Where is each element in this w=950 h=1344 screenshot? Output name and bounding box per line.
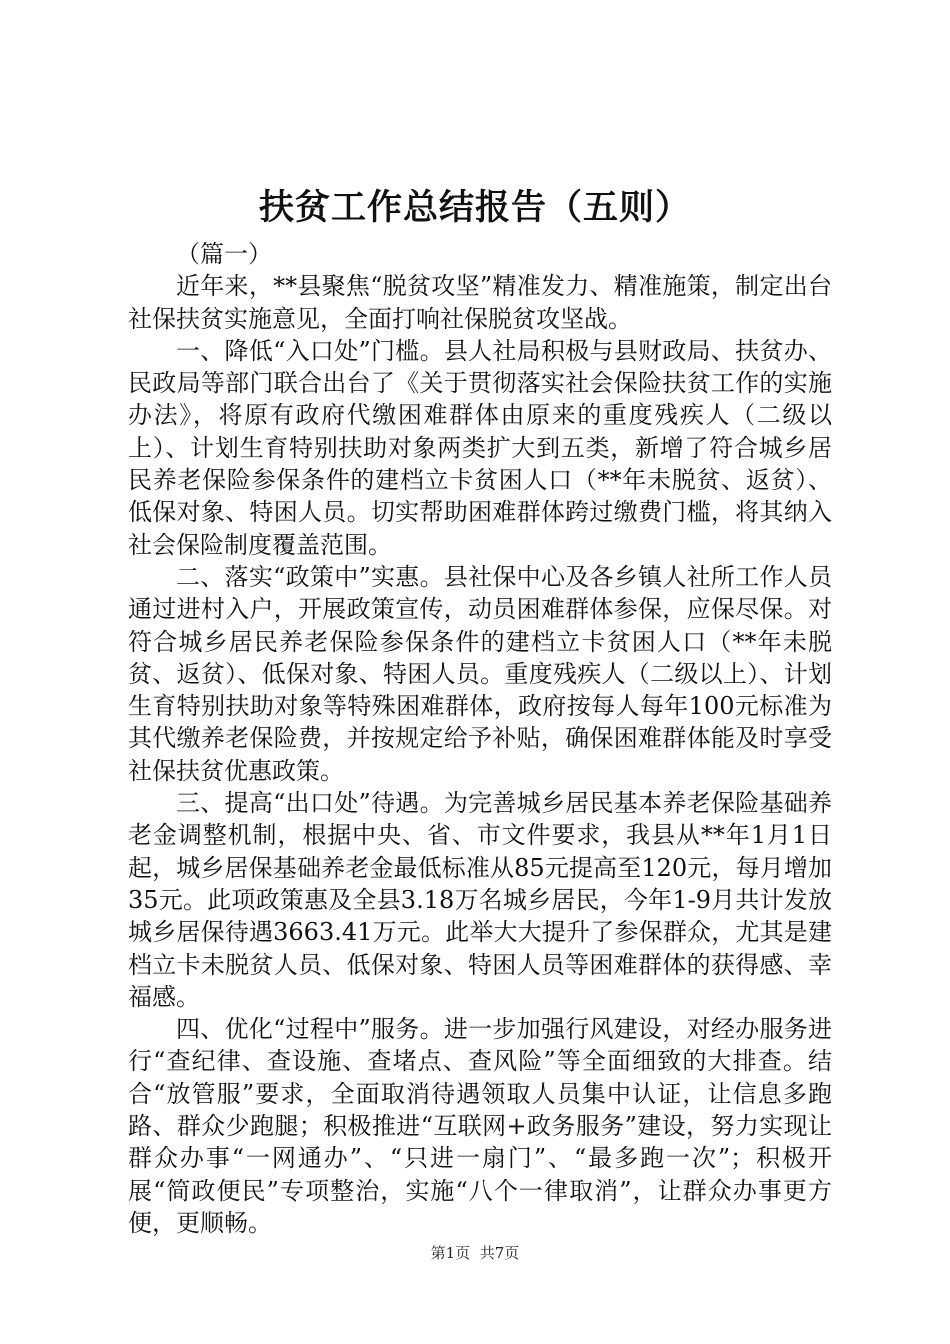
paragraph-section-1: 一、降低“入口处”门槛。县人社局积极与县财政局、扶贫办、民政局等部门联合出台了《关于贯彻落实社会保险扶贫工作的实施办法》，将原有政府代缴困难群体由原来的重度残疾人（二级以上）、计划生育特别扶助对象两类扩大到五类，新增了符合城乡居民养老保险参保条件的建档立卡贫困人口（**年未脱贫、返贫）、低保对象、特困人员。切实帮助困难群体跨过缴费门槛，将其纳入社会保险制度覆盖范围。 — [128, 336, 832, 559]
page-number: 第1页 — [430, 1244, 471, 1262]
document-body — [128, 238, 832, 1239]
paragraph-intro: 近年来，**县聚焦“脱贫攻坚”精准发力、精准施策，制定出台社保扶贫实施意见，全面打响社保脱贫攻坚战。 — [128, 272, 832, 333]
page-total: 共7页 — [479, 1244, 520, 1262]
paragraph-section-3: 三、提高“出口处”待遇。为完善城乡居民基本养老保险基础养老金调整机制，根据中央、省、市文件要求，我县从**年1月1日起，城乡居保基础养老金最低标准从85元提高至120元，每月增加35元。此项政策惠及全县3.18万名城乡居民，今年1-9月共计发放城乡居保待遇3663.41万元。此举大大提升了参保群众，尤其是建档立卡未脱贫人员、低保对象、特困人员等困难群体的获得感、幸福感。 — [128, 789, 832, 1011]
paragraph-section-4: 四、优化“过程中”服务。进一步加强行风建设，对经办服务进行“查纪律、查设施、查堵点、查风险”等全面细致的大排查。结合“放管服”要求，全面取消待遇领取人员集中认证，让信息多跑路、群众少跑腿；积极推进“互联网+政务服务”建设，努力实现让群众办事“一网通办”、“只进一扇门”、“最多跑一次”；积极开展“简政便民”专项整治，实施“八个一律取消”，让群众办事更方便，更顺畅。 — [128, 1015, 832, 1237]
document-title: 扶贫工作总结报告（五则） — [258, 188, 691, 228]
section-label: （篇一） — [176, 240, 272, 268]
paragraph-section-2: 二、落实“政策中”实惠。县社保中心及各乡镇人社所工作人员通过进村入户，开展政策宣传，动员困难群体参保，应保尽保。对符合城乡居民养老保险参保条件的建档立卡贫困人口（**年未脱贫、返贫）、低保对象、特困人员。重度残疾人（二级以上）、计划生育特别扶助对象等特殊困难群体，政府按每人每年100元标准为其代缴养老保险费，并按规定给予补贴，确保困难群体能及时享受社保扶贫优惠政策。 — [128, 562, 832, 785]
page-footer — [0, 1243, 950, 1263]
